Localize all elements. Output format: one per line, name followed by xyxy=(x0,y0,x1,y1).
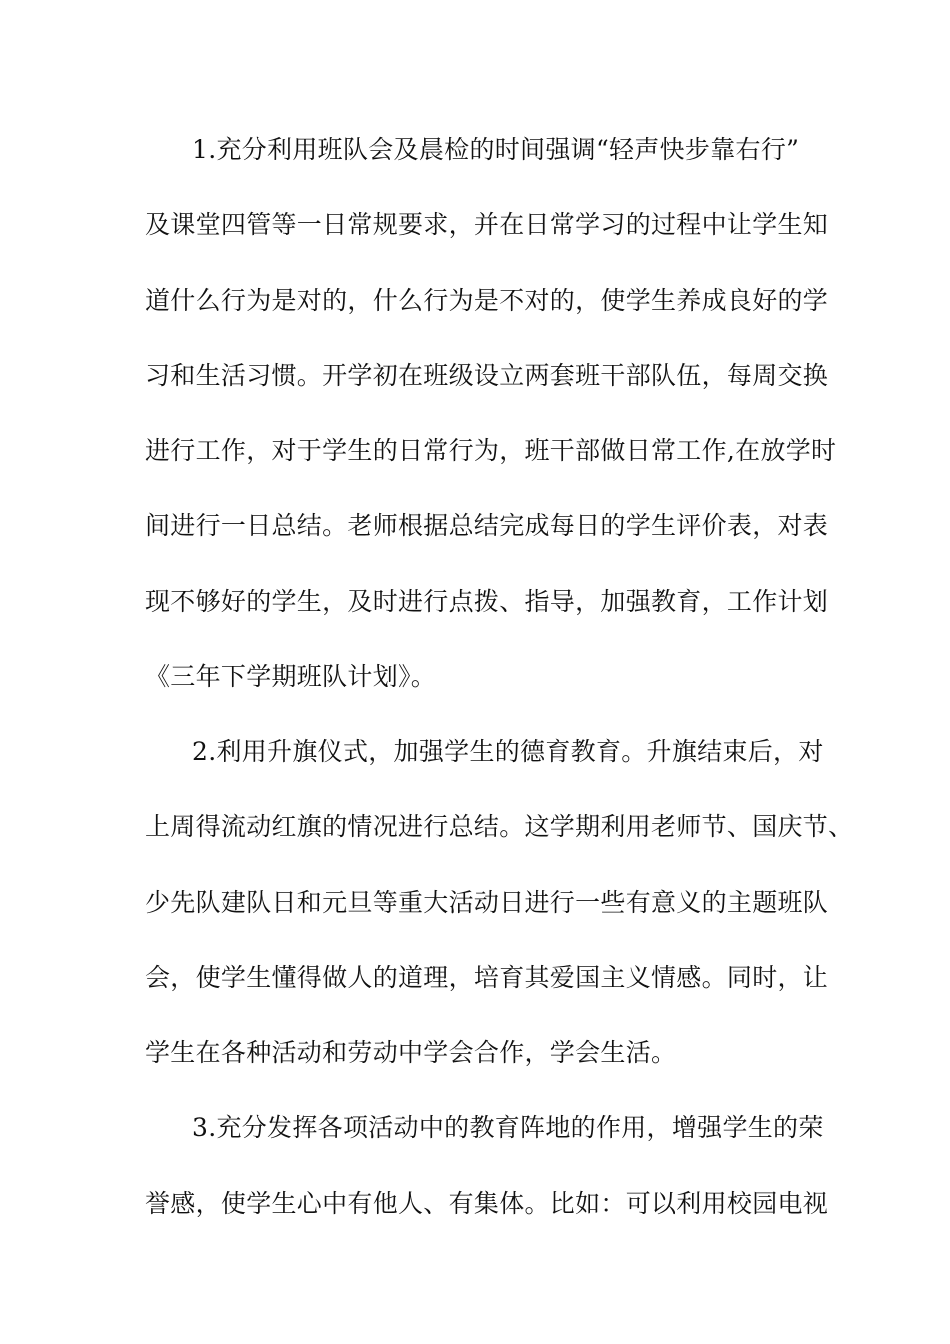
paragraph-3-line-1: 3.充分发挥各项活动中的教育阵地的作用，增强学生的荣 xyxy=(192,1113,824,1142)
paragraph-2-line-2: 上周得流动红旗的情况进行总结。这学期利用老师节、国庆节、 xyxy=(145,812,854,841)
paragraph-2-line-4: 会，使学生懂得做人的道理，培育其爱国主义情感。同时，让 xyxy=(145,963,829,992)
paragraph-2-line-1: 2.利用升旗仪式，加强学生的德育教育。升旗结束后，对 xyxy=(192,737,824,766)
paragraph-2-line-5: 学生在各种活动和劳动中学会合作，学会生活。 xyxy=(145,1038,677,1067)
paragraph-1-line-3: 道什么行为是对的，什么行为是不对的，使学生养成良好的学 xyxy=(145,286,829,315)
paragraph-2-line-3: 少先队建队日和元旦等重大活动日进行一些有意义的主题班队 xyxy=(145,888,829,917)
paragraph-1-line-2: 及课堂四管等一日常规要求，并在日常学习的过程中让学生知 xyxy=(145,210,829,239)
paragraph-1-line-8: 《三年下学期班队计划》。 xyxy=(145,662,437,691)
paragraph-1-line-7: 现不够好的学生，及时进行点拨、指导，加强教育，工作计划 xyxy=(145,587,829,616)
paragraph-1-line-1: 1.充分利用班队会及晨检的时间强调“轻声快步靠右行” xyxy=(192,135,800,164)
paragraph-1-line-6: 间进行一日总结。老师根据总结完成每日的学生评价表，对表 xyxy=(145,511,829,540)
paragraph-1-line-5: 进行工作，对于学生的日常行为，班干部做日常工作,在放学时 xyxy=(145,436,837,465)
paragraph-3-line-2: 誉感，使学生心中有他人、有集体。比如：可以利用校园电视 xyxy=(145,1189,829,1218)
paragraph-1-line-4: 习和生活习惯。开学初在班级设立两套班干部队伍，每周交换 xyxy=(145,361,829,390)
